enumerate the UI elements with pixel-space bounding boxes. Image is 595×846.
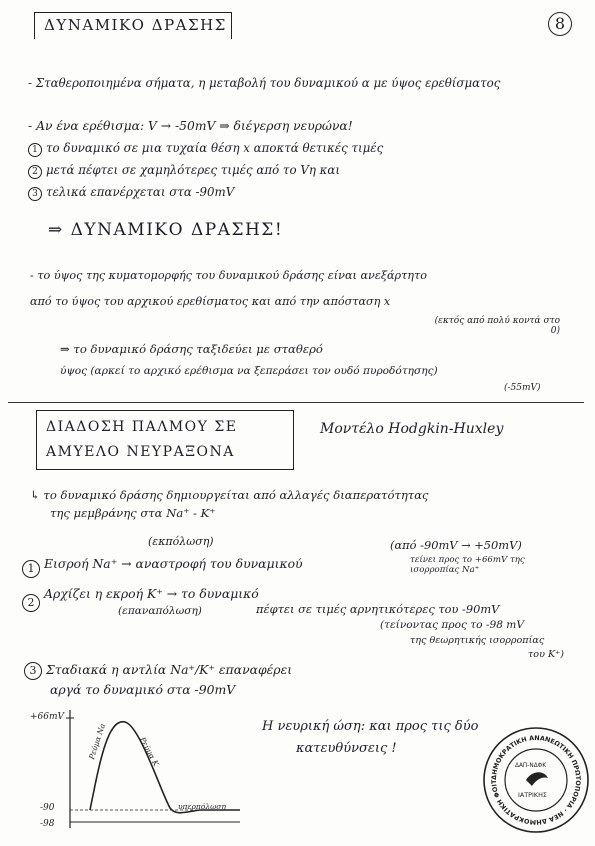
stamp-center-top: ΔΑΠ-ΝΔΦΚ [515, 763, 547, 769]
circle-3: 3 [28, 187, 42, 201]
sketch-y-low: -98 [40, 819, 55, 829]
travel-note: (-55mV) [504, 383, 541, 393]
step2-note-2: της θεωρητικής ισορροπίας [410, 635, 545, 646]
travel-line-1: ⇒ το δυναμικό δράσης ταξιδεύει με σταθερό [60, 342, 323, 356]
step2-note-1: (τείνοντας προς το -98 mV [380, 619, 525, 631]
step2-text: Αρχίζει η εκροή K⁺ → το δυναμικό [44, 586, 259, 601]
organization-stamp [482, 726, 590, 834]
model-name: Μοντέλο Hodgkin-Huxley [320, 421, 504, 437]
step1-circle: 1 [22, 560, 40, 578]
page-number: 8 [548, 12, 572, 36]
circle-1: 1 [28, 143, 42, 157]
amplitude-note: (εκτός από πολύ κοντά στο 0) [434, 316, 560, 337]
section2-title-line1: ΔΙΑΔΟΣΗ ΠΑΛΜΟΥ ΣΕ [46, 419, 238, 435]
stamp-center-bottom: ΙΑΤΡΙΚΗΣ [518, 791, 547, 799]
section-divider [8, 402, 584, 403]
sketch-rise-label: Ρεύμα Na [87, 722, 108, 761]
sketch-y-top: +66mV [30, 712, 65, 722]
step-line-3: τελικά επανέρχεται στα -90mV [46, 185, 235, 199]
step2-text-b: πέφτει σε τιμές αρνητικότερες του -90mV [256, 602, 500, 616]
amplitude-line-2: από το ύψος του αρχικού ερεθίσματος και από την απόσταση x [30, 295, 391, 308]
step2-phase-label: (επαναπόλωση) [118, 605, 202, 617]
step1-text: Εισροή Na⁺ → αναστροφή του δυναμικού [44, 556, 303, 571]
travel-line-2: ύψος (αρκεί το αρχικό ερέθισμα να ξεπεράσει τον ουδό πυροδότησης) [60, 365, 438, 377]
nerve-note-2: κατευθύνσεις ! [296, 741, 397, 756]
amplitude-line-1: - το ύψος της κυματομορφής του δυναμικού δράσης είναι ανεξάρτητο [30, 269, 427, 282]
step1-range: (από -90mV → +50mV) [390, 538, 522, 552]
sketch-fall-label: Ρεύμα K [137, 735, 161, 768]
sketch-y-mid: -90 [40, 803, 55, 813]
section2-title-line2: ΑΜΥΕΛΟ ΝΕΥΡΑΞΟΝΑ [46, 444, 235, 460]
step-line-1: το δυναμικό σε μια τυχαία θέση x αποκτά θετικές τιμές [46, 141, 384, 155]
intro-line: - Σταθεροποιημένα σήματα, η μεταβολή του δυναμικού α με ύψος ερεθίσματος [28, 76, 501, 90]
page-title: ΔΥΝΑΜΙΚΟ ΔΡΑΣΗΣ [44, 16, 227, 34]
condition-line: - Αν ένα ερέθισμα: V → -50mV ⇒ διέγερση νευρώνα! [28, 119, 353, 133]
section2-intro-1: ↳ το δυναμικό δράσης δημιουργείται από αλλαγές διαπερατότητας [30, 488, 429, 502]
circle-2: 2 [28, 165, 42, 179]
step1-phase-label: (εκπόλωση) [148, 535, 214, 548]
sketch-tail-label: υπερπόλωση [178, 802, 226, 811]
step2-circle: 2 [22, 594, 40, 612]
step3-text: Σταδιακά η αντλία Na⁺/K⁺ επαναφέρει [46, 662, 293, 677]
nerve-note-1: Η νευρική ώση: και προς τις δύο [262, 719, 479, 734]
step-line-2: μετά πέφτει σε χαμηλότερες τιμές από το Vη και [46, 163, 340, 177]
action-potential-sketch [0, 700, 250, 842]
step2-note-3: του K⁺) [528, 649, 564, 660]
step3-circle: 3 [24, 662, 42, 680]
step3-text-b: αργά το δυναμικό στα -90mV [50, 682, 236, 697]
step1-note: τείνει προς το +66mV της ισορροπίας Na⁺ [410, 555, 525, 575]
section2-intro-2: της μεμβράνης στα Na⁺ - K⁺ [50, 506, 216, 520]
result-line: ⇒ ΔΥΝΑΜΙΚΟ ΔΡΑΣΗΣ! [48, 220, 284, 240]
stamp-ring-text: ΔΗΜΟΚΡΑΤΙΚΗ ΑΝΑΝΕΩΤΙΚΗ ΠΡΩΤΟΠΟΡΙΑ · ΝΕΑ ΔΗΜΟΚΡΑΤΙΚΗ ΦΟΙΤ [489, 733, 583, 827]
